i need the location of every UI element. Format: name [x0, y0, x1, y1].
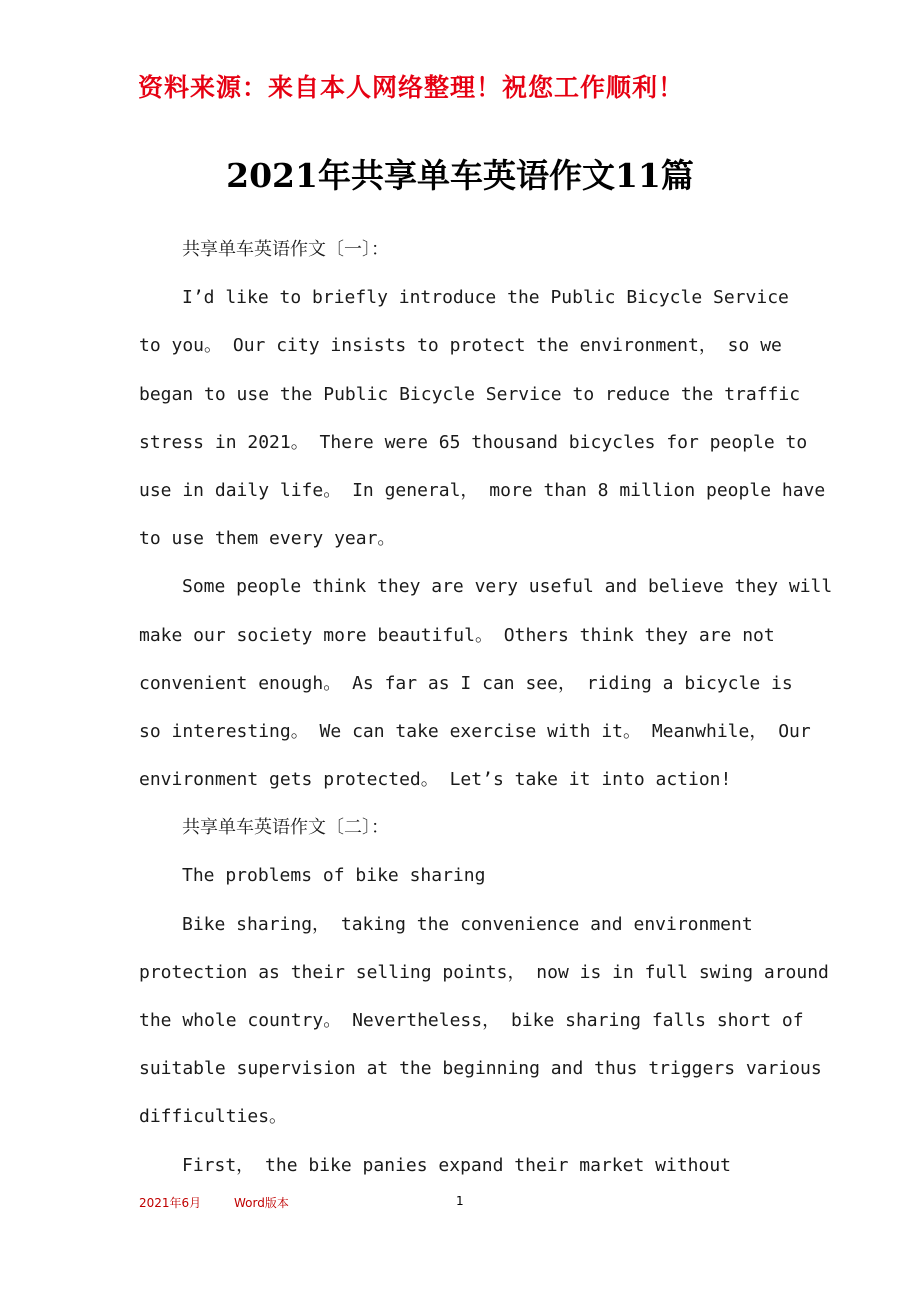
source-notice: 资料来源：来自本人网络整理！祝您工作顺利！ [138, 73, 685, 102]
text-line: Some people think they are very useful and believe they will [182, 576, 833, 598]
text-line: Bike sharing， taking the convenience and environment [182, 913, 753, 935]
text-line: to use them every year。 [139, 528, 396, 550]
body-text [139, 226, 839, 1190]
text-line: The problems of bike sharing [182, 865, 486, 887]
text-line: the whole country。 Nevertheless， bike sharing falls short of [139, 1010, 804, 1031]
text-line: suitable supervision at the beginning and thus triggers various [139, 1058, 822, 1080]
text-line: began to use the Public Bicycle Service to reduce the traffic [139, 383, 801, 405]
text-line: use in daily life。 In general， more than 8 million people have [139, 479, 826, 501]
text-line: 共享单车英语作文〔二〕： [182, 817, 389, 839]
text-line: to you。 Our city insists to protect the environment， so we [139, 335, 782, 357]
text-line: I’d like to briefly introduce the Public Bicycle Service [182, 287, 789, 309]
text-line: 共享单车英语作文〔一〕： [182, 239, 389, 260]
text-line: environment gets protected。 Let’s take it into action! [139, 769, 732, 791]
text-line: First， the bike panies expand their market without [182, 1154, 732, 1176]
page-number: 1 [456, 1194, 464, 1208]
page-title: 2021年共享单车英语作文11篇 [226, 156, 694, 195]
text-line: difficulties。 [139, 1106, 288, 1128]
footer-version: Word版本 [234, 1196, 289, 1210]
text-line: make our society more beautiful。 Others think they are not [139, 624, 775, 646]
text-line: convenient enough。 As far as I can see， riding a bicycle is [139, 672, 793, 694]
footer-date: 2021年6月 [139, 1196, 202, 1210]
text-line: stress in 2021。 There were 65 thousand bicycles for people to [139, 431, 808, 453]
text-line: protection as their selling points， now is in full swing around [139, 961, 829, 983]
text-line: so interesting。 We can take exercise with it。 Meanwhile， Our [139, 720, 811, 742]
